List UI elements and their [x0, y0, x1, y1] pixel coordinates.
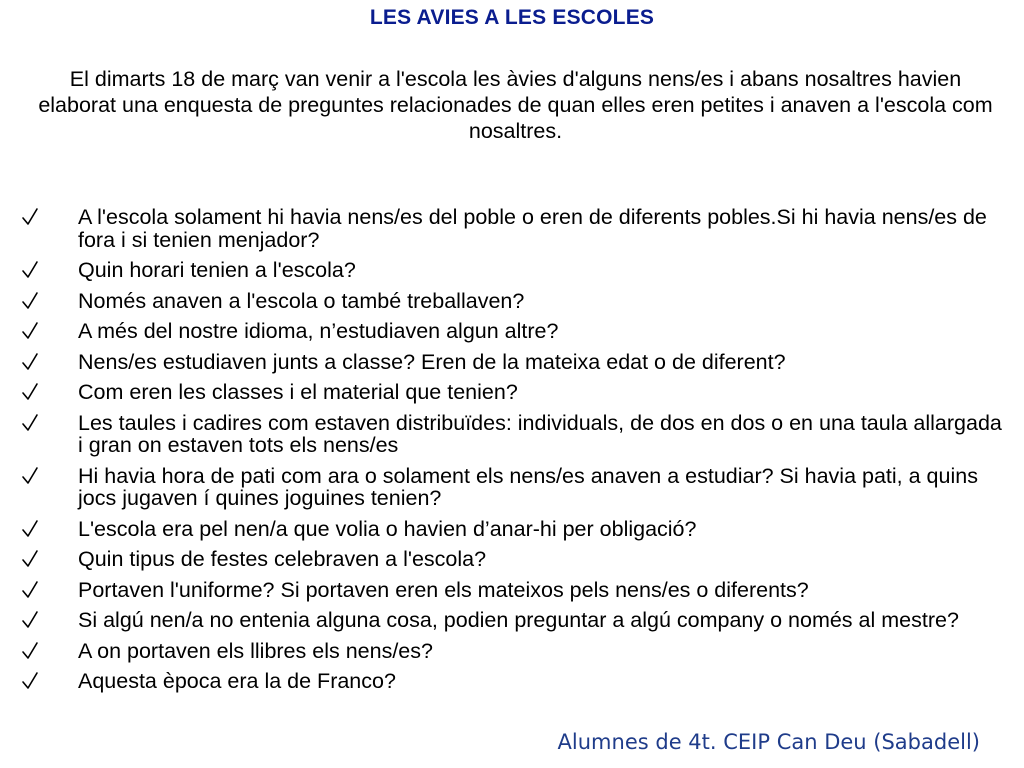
- check-mark-icon: [20, 381, 40, 403]
- page-title: LES AVIES A LES ESCOLES: [369, 6, 655, 29]
- check-mark-icon: [20, 412, 40, 434]
- check-mark-icon: [20, 259, 40, 281]
- list-item: [0, 259, 1024, 282]
- list-item: [0, 320, 1024, 343]
- check-mark-icon: [20, 548, 40, 570]
- check-mark-icon: [20, 670, 40, 692]
- list-item: [0, 579, 1024, 602]
- question-text: A més del nostre idioma, n’estudiaven algun altre?: [78, 319, 559, 343]
- list-item: [0, 412, 1024, 457]
- list-item: [0, 609, 1024, 632]
- question-text: L'escola era pel nen/a que volia o havien d’anar-hi per obligació?: [78, 516, 697, 541]
- question-text: Quin tipus de festes celebraven a l'escola?: [78, 547, 487, 571]
- check-mark-icon: [20, 609, 40, 631]
- question-text: Nens/es estudiaven junts a classe? Eren de la mateixa edat o de diferent?: [78, 349, 786, 374]
- list-item: [0, 465, 1024, 510]
- check-mark-icon: [20, 290, 40, 312]
- check-mark-icon: [20, 206, 40, 228]
- check-mark-icon: [20, 465, 40, 487]
- check-mark-icon: [20, 320, 40, 342]
- list-item: [0, 640, 1024, 663]
- list-item: [0, 290, 1024, 313]
- question-text: Quin horari tenien a l'escola?: [78, 258, 356, 282]
- question-text: Les taules i cadires com estaven distribuïdes: individuals, de dos en dos o en una taula allargada i gran on estaven tots els nens/es: [78, 410, 1002, 457]
- question-text: Hi havia hora de pati com ara o solament els nens/es anaven a estudiar? Si havia pati, a quins jocs jugaven í quines joguines tenien?: [78, 463, 978, 510]
- question-text: Si algú nen/a no entenia alguna cosa, podien preguntar a algú company o només al mestre?: [78, 608, 959, 632]
- check-mark-icon: [20, 351, 40, 373]
- question-text: A on portaven els llibres els nens/es?: [78, 638, 433, 663]
- list-item: [0, 351, 1024, 374]
- list-item: [0, 206, 1024, 251]
- question-text: Portaven l'uniforme? Si portaven eren els mateixos pels nens/es o diferents?: [78, 577, 809, 602]
- check-mark-icon: [20, 579, 40, 601]
- question-list: [0, 206, 1024, 701]
- list-item: [0, 381, 1024, 404]
- check-mark-icon: [20, 518, 40, 540]
- question-text: Aquesta època era la de Franco?: [78, 669, 396, 693]
- list-item: [0, 518, 1024, 541]
- footer-credit: Alumnes de 4t. CEIP Can Deu (Sabadell): [557, 730, 980, 754]
- intro-paragraph: El dimarts 18 de març van venir a l'escola les àvies d'alguns nens/es i abans nosaltres havien elaborat una enquesta de preguntes relacionades de quan elles eren petites i anaven a l'escola com nosaltres.: [38, 67, 993, 143]
- list-item: [0, 548, 1024, 571]
- question-text: Només anaven a l'escola o també treballaven?: [78, 288, 525, 313]
- list-item: [0, 670, 1024, 693]
- question-text: Com eren les classes i el material que tenien?: [78, 380, 518, 404]
- question-text: A l'escola solament hi havia nens/es del poble o eren de diferents pobles.Si hi havia nens/es de fora i si tenien menjador?: [78, 205, 987, 252]
- check-mark-icon: [20, 640, 40, 662]
